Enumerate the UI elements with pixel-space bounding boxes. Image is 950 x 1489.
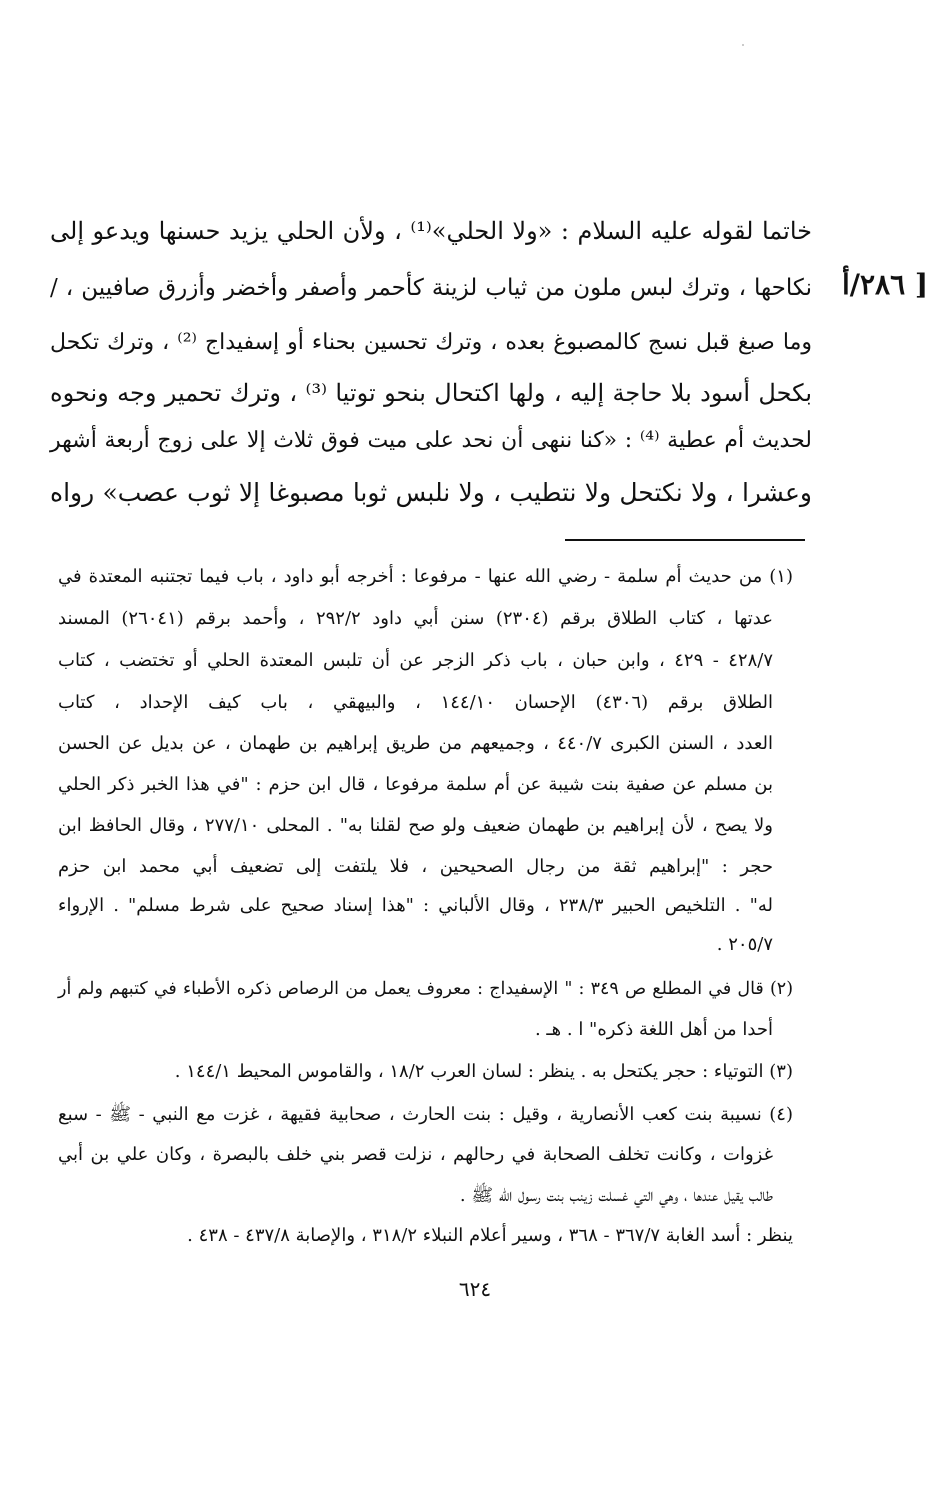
main-text-line-3: وما صبغ قبل نسج كالمصبوغ بعده ، وترك تحسين بحناء أو إسفيداج ⁽²⁾ ، وترك تكحل xyxy=(50,330,812,355)
footnote-1-line-9: له" . التلخيص الحبير ٢٣٨/٣ ، وقال الألباني : "هذا إسناد صحيح على شرط مسلم" . الإرواء xyxy=(58,895,773,916)
footnote-4-line-3: طالب يقيل عندها ، وهي التي غسلت زينب بنت رسول الله ﷺ . xyxy=(459,1185,773,1206)
footnote-1-line-4: الطلاق برقم (٤٣٠٦) الإحسان ١٤٤/١٠ ، والبيهقي ، باب كيف الإحداد ، كتاب xyxy=(58,692,774,713)
footnote-1-line-2: عدتها ، كتاب الطلاق برقم (٢٣٠٤) سنن أبي داود ٢٩٢/٢ ، وأحمد برقم (٢٦٠٤١) المسند xyxy=(58,608,773,629)
footnote-separator xyxy=(565,539,805,541)
footnote-1-line-3: ٤٢٨/٧ - ٤٢٩ ، وابن حبان ، باب ذكر الزجر عن أن تلبس المعتدة الحلي أو تختضب ، كتاب xyxy=(58,650,773,671)
scan-speck xyxy=(742,44,744,46)
manuscript-folio-marker: [ ٢٨٦/أ xyxy=(842,268,929,301)
footnote-1-line-5: العدد ، السنن الكبرى ٤٤٠/٧ ، وجميعهم من طريق إبراهيم بن طهمان ، عن بديل عن الحسن xyxy=(58,733,773,754)
footnote-1-line-1: (١) من حديث أم سلمة - رضي الله عنها - مرفوعا : أخرجه أبو داود ، باب فيما تجتنبه المعتدة في xyxy=(58,566,793,587)
page-number: ٦٢٤ xyxy=(458,1277,492,1301)
footnote-3: (٣) التوتياء : حجر يكتحل به . ينظر : لسان العرب ١٨/٢ ، والقاموس المحيط ١٤٤/١ . xyxy=(174,1061,793,1082)
main-text-line-1: خاتما لقوله عليه السلام : «ولا الحلي»⁽¹⁾ ، ولأن الحلي يزيد حسنها ويدعو إلى xyxy=(50,217,813,245)
footnote-4-line-2: غزوات ، وكانت تخلف الصحابة في رحالهم ، نزلت قصر بني خلف بالبصرة ، وكان علي بن أبي xyxy=(58,1144,773,1165)
footnote-4-line-1: (٤) نسيبة بنت كعب الأنصارية ، وقيل : بنت الحارث ، صحابية فقيهة ، غزت مع النبي - ﷺ - سبع xyxy=(58,1104,793,1125)
footnote-4-references: ينظر : أسد الغابة ٣٦٧/٧ - ٣٦٨ ، وسير أعلام النبلاء ٣١٨/٢ ، والإصابة ٤٣٧/٨ - ٤٣٨ . xyxy=(187,1225,793,1246)
main-text-line-6: وعشرا ، ولا نكتحل ولا نتطيب ، ولا نلبس ثوبا مصبوغا إلا ثوب عصب» رواه xyxy=(50,478,812,507)
main-text-line-4: بكحل أسود بلا حاجة إليه ، ولها اكتحال بنحو توتيا ⁽³⁾ ، وترك تحمير وجه ونحوه xyxy=(50,379,812,407)
footnote-1-line-7: ولا يصح ، لأن إبراهيم بن طهمان ضعيف ولو صح لقلنا به" . المحلى ٢٧٧/١٠ ، وقال الحافظ ابن xyxy=(58,815,773,836)
footnote-2-line-1: (٢) قال في المطلع ص ٣٤٩ : " الإسفيداج : معروف يعمل من الرصاص ذكره الأطباء في كتبهم ولم أر xyxy=(58,979,794,999)
footnote-1-line-8: حجر : "إبراهيم ثقة من رجال الصحيحين ، فلا يلتفت إلى تضعيف أبي محمد ابن حزم xyxy=(58,856,773,877)
main-text-line-5: لحديث أم عطية ⁽⁴⁾ : «كنا ننهى أن نحد على ميت فوق ثلاث إلا على زوج أربعة أشهر xyxy=(50,428,812,453)
footnote-2-line-2: أحدا من أهل اللغة ذكره" ا . هـ . xyxy=(534,1019,773,1040)
footnote-1-line-10: ٢٠٥/٧ . xyxy=(716,934,773,955)
main-text-line-2: نكاحها ، وترك لبس ملون من ثياب لزينة كأحمر وأصفر وأخضر وأزرق صافيين ، / xyxy=(50,275,812,301)
footnote-1-line-6: بن مسلم عن صفية بنت شيبة عن أم سلمة مرفوعا ، قال ابن حزم : "في هذا الخبر ذكر الحلي xyxy=(58,774,773,795)
